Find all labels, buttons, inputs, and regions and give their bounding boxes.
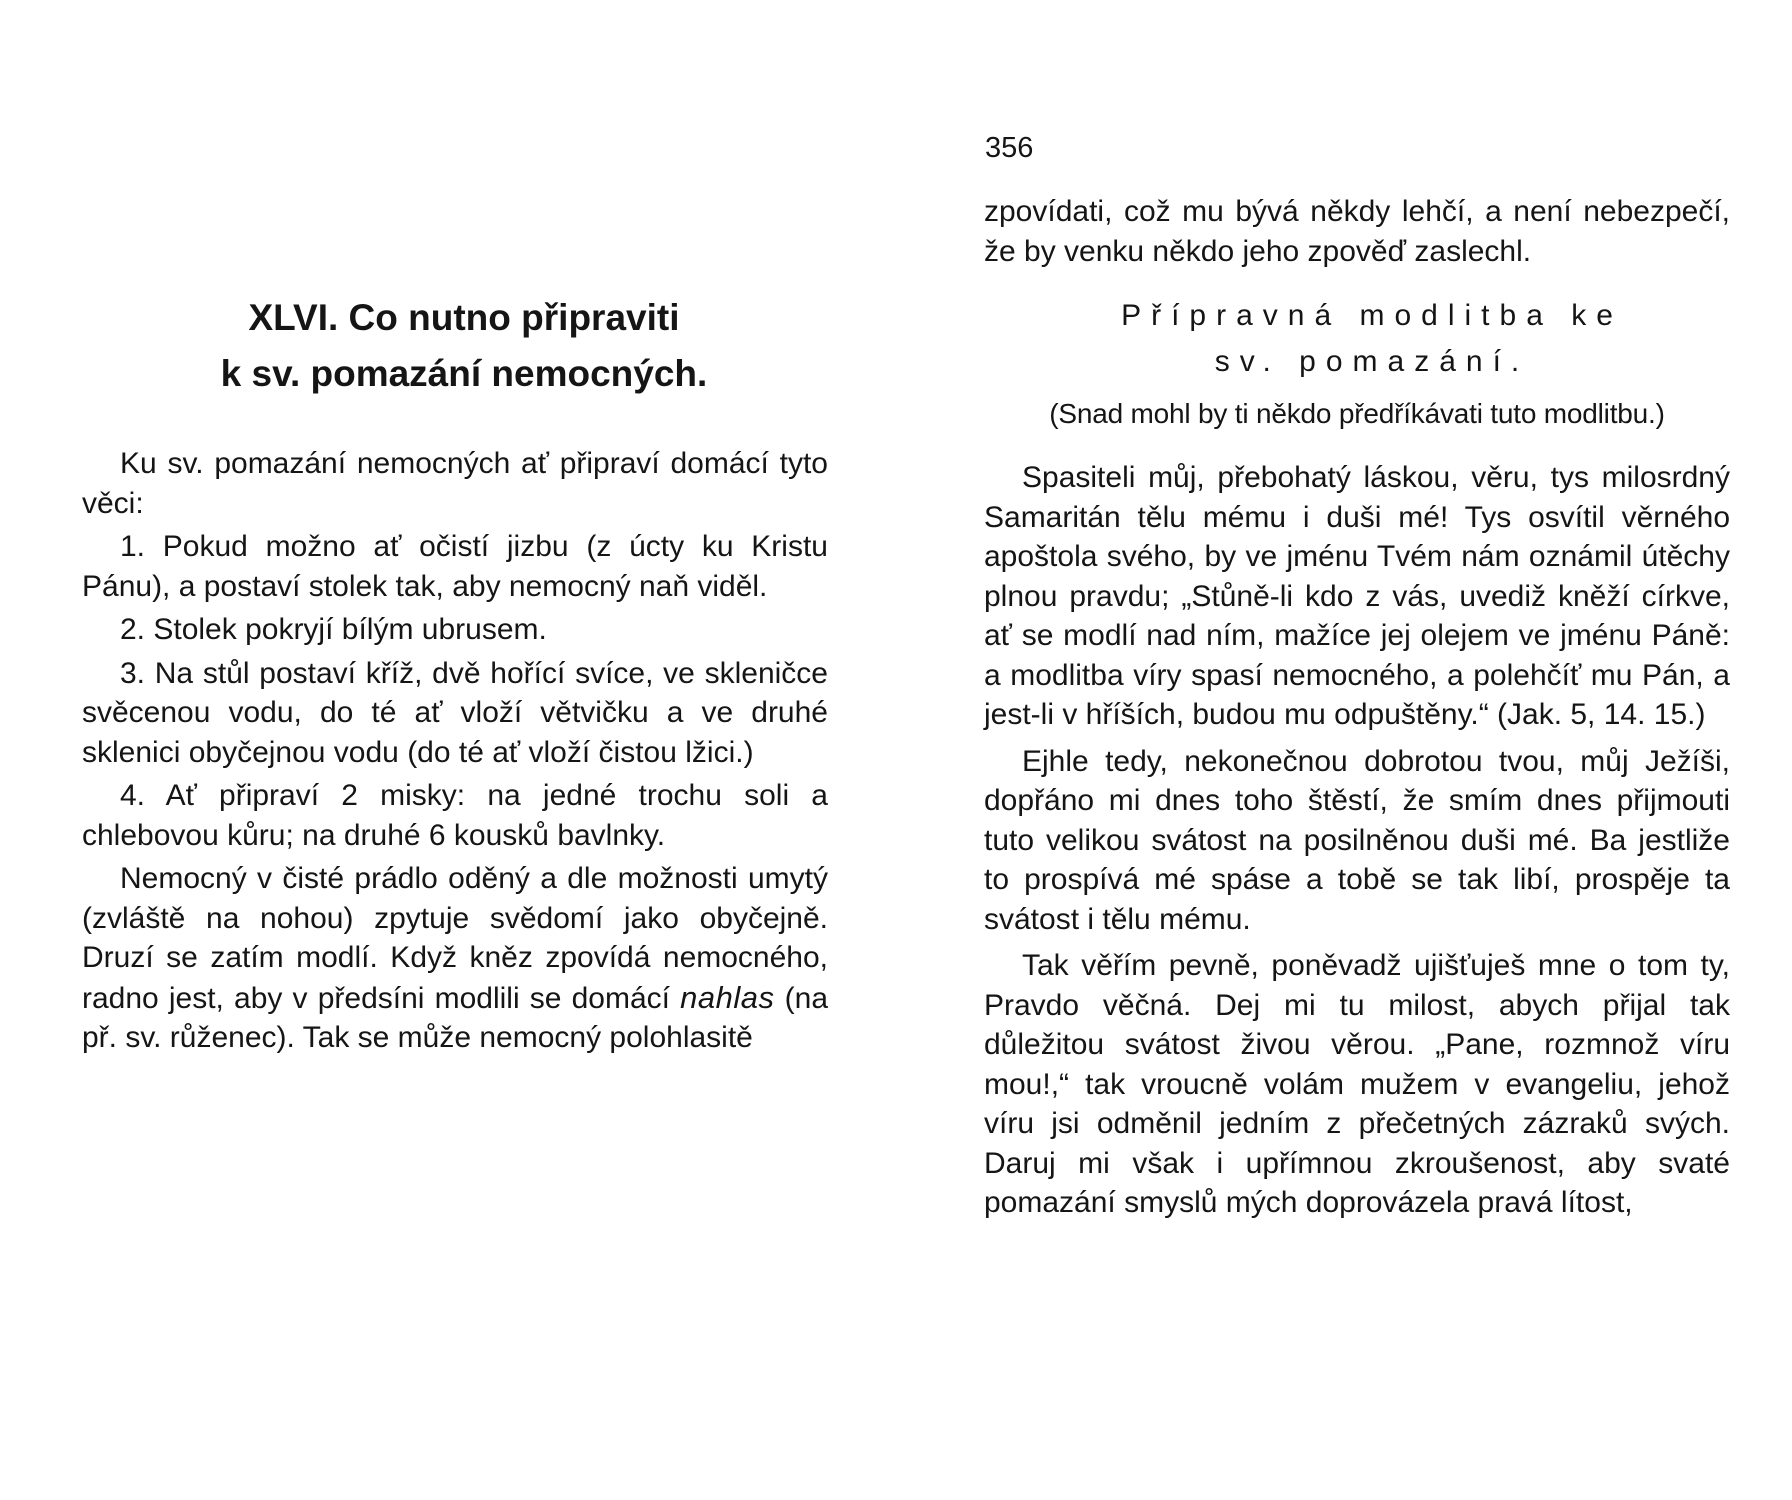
- prayer-heading-line-1: Přípravná modlitba ke: [1121, 299, 1623, 332]
- list-item-4: 4. Ať připraví 2 misky: na jedné trochu soli a chlebovou kůru; na druhé 6 kousků bavlnky.: [82, 779, 828, 852]
- prayer-paragraph-1: Spasiteli můj, přebohatý láskou, věru, tys milosrdný Samaritán tělu mému i duši mé! Tys osvítil věrného apoštola svého, by ve jménu Tvém nám oznámil útěchy plnou pravdu; „Stůně-li kdo z vás, uvediž kněží církve, ať se modlí nad ním, mažíce jej olejem ve jménu Páně: a modlitba víry spasí nemocného, a polehčíť mu Pán, a jest-li v hříších, budou mu odpuštěny.“ (Jak. 5, 14. 15.): [984, 461, 1730, 731]
- chapter-title-line-2: k sv. pomazání nemocných.: [220, 353, 708, 394]
- intro-paragraph: Ku sv. pomazání nemocných ať připraví domácí tyto věci:: [82, 447, 828, 520]
- chapter-title: [82, 290, 828, 402]
- list-item-2: 2. Stolek pokryjí bílým ubrusem.: [120, 613, 547, 646]
- emphasized-word: nahlas: [680, 979, 775, 1015]
- instruction-paragraph: [82, 859, 828, 1058]
- prayer-heading-line-2: sv. pomazání.: [1214, 345, 1530, 378]
- prayer-heading: [984, 293, 1730, 385]
- continuation-paragraph: zpovídati, což mu bývá někdy lehčí, a není nebezpečí, že by venku někdo jeho zpověď zaslechl.: [984, 195, 1730, 268]
- prayer-paragraph-2: Ejhle tedy, nekonečnou dobrotou tvou, můj Ježíši, dopřáno mi dnes toho štěstí, že smím dnes přijmouti tuto velikou svátost na posilněnou duši mé. Ba jestliže to prospívá mé spáse a tobě se tak libí, prospěje ta svátost i tělu mému.: [984, 744, 1730, 936]
- list-item-3: 3. Na stůl postaví kříž, dvě hořící svíce, ve skleničce svěcenou vodu, do té ať vloží větvičku a ve druhé sklenici obyčejnou vodu (do té ať vloží čistou lžici.): [82, 656, 828, 769]
- left-column: [82, 290, 828, 1065]
- list-item-1: 1. Pokud možno ať očistí jizbu (z úcty ku Kristu Pánu), a postaví stolek tak, aby nemocný naň viděl.: [82, 530, 828, 603]
- prayer-paragraph-3: Tak věřím pevně, poněvadž ujišťuješ mne o tom ty, Pravdo věčná. Dej mi tu milost, abych přijal tak důležitou svátost živou věrou. „Pane, rozmnož víru mou!,“ tak vroucně volám mužem v evangeliu, jehož víru jsi odměnil jedním z přečetných zázraků svých. Daruj mi však i upřímnou zkroušenost, aby svaté pomazání smyslů mých doprovázela pravá lítost,: [984, 949, 1730, 1219]
- instruction-text-before: Nemocný v čisté prádlo oděný a dle možnosti umytý (zvláště na nohou) zpytuje svědomí jako obyčejně. Druzí se zatím modlí. Když kněz zpovídá nemocného, radno jest, aby v předsíni modlili se domácí: [82, 862, 828, 1015]
- right-column: [984, 192, 1730, 1230]
- prayer-note: (Snad mohl by ti někdo předříkávati tuto modlitbu.): [1049, 398, 1665, 429]
- page-number: 356: [985, 132, 1034, 164]
- chapter-title-line-1: XLVI. Co nutno připraviti: [248, 297, 680, 338]
- instruction-text-after: (na př. sv. růženec). Tak se může nemocný polohlasitě: [82, 981, 828, 1054]
